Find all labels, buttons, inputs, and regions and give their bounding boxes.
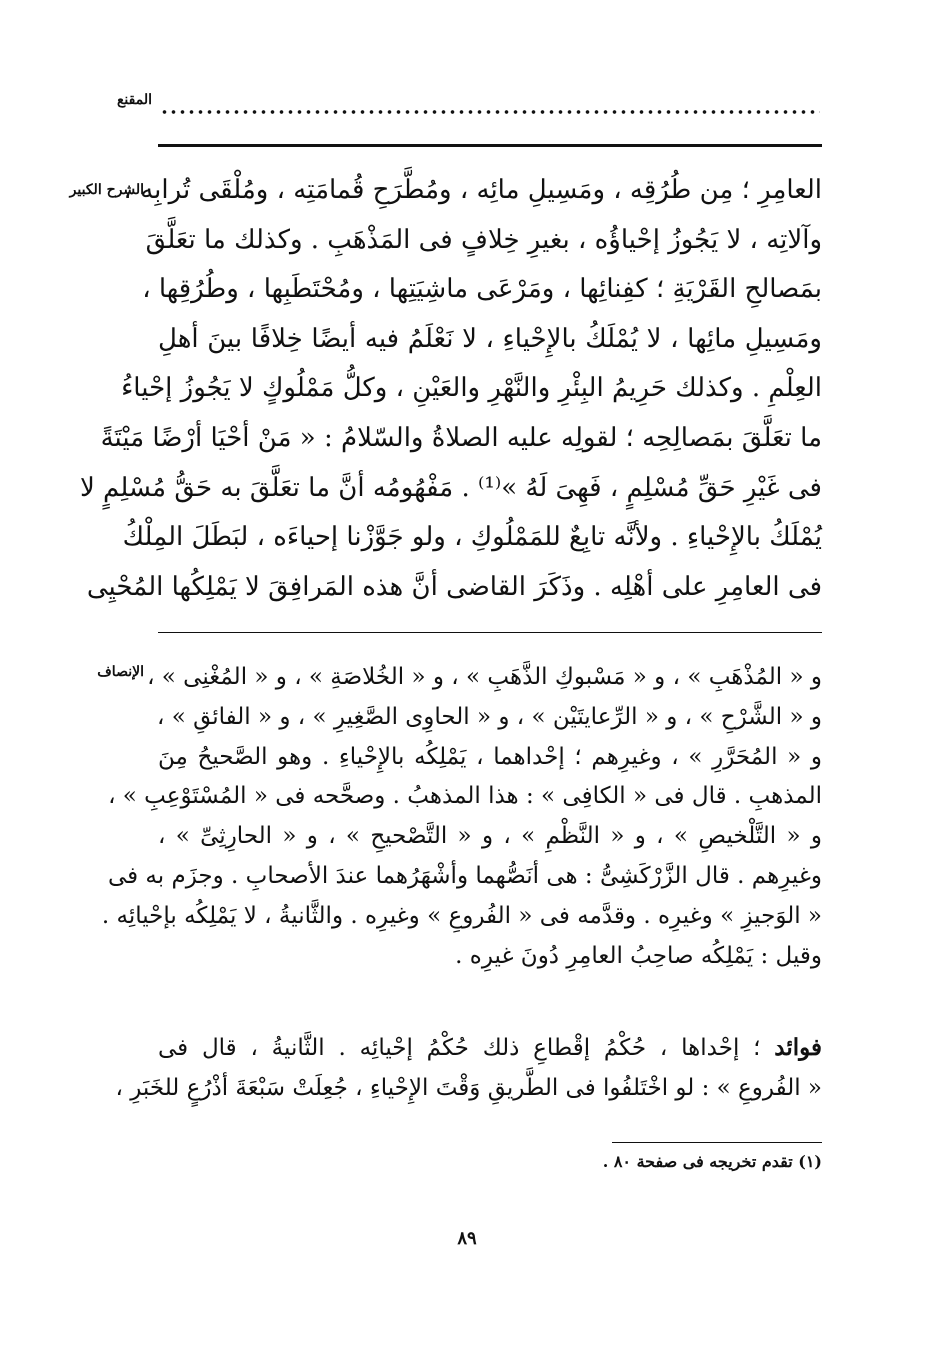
fawaid-title: فوائد <box>774 1034 822 1061</box>
section-divider <box>158 632 822 633</box>
fawaid-line <box>158 1028 822 1068</box>
insaf-line: و « التَّلْخيصِ » ، و « النَّظْمِ » ، و « التَّصْحيحِ » ، و « الحارِثِىِّ » ، <box>158 823 822 850</box>
insaf-line: وقيل : يَمْلِكُه صاحِبُ العامِرِ دُونَ غيرِه . <box>455 942 822 969</box>
section-label-sharh: الشرح الكبير <box>69 182 144 198</box>
header-dotted-leader <box>160 108 820 116</box>
sharh-line: العِلْمِ . وكذلك حَرِيمُ البِئْرِ والنَّهْرِ والعَيْنِ ، وكلُّ مَمْلُوكٍ لا يَجُوزُ إحْياءُ <box>121 373 822 404</box>
sharh-line: وآلاتِه ، لا يَجُوزُ إحْياؤُه ، بغيرِ خِلافٍ فى المَذْهَبِ . وكذلك ما تعَلَّقَ <box>145 224 822 255</box>
sharh-line: فى العامِرِ على أهْلِه . وذَكَرَ القاضى أنَّ هذه المَرافِقَ لا يَمْلِكُها المُحْيِى <box>86 571 822 602</box>
insaf-line: المذهبِ . قال فى « الكافِى » : هذا المذهبُ . وصحَّحه فى « المُسْتَوْعِبِ » ، <box>108 783 822 810</box>
insaf-line: وغيرِهم . قال الزَّرْكَشِىُّ : هى أنَصُّهما وأشْهَرُهما عندَ الأصحابِ . وجزَم به فى <box>107 862 822 889</box>
sharh-line: فى غَيْرِ حَقِّ مُسْلِمٍ ، فَهِىَ لَهُ »⁽¹⁾ . مَفْهُومُه أنَّ ما تعَلَّقَ به حَقُّ مُسْلِمٍ لا <box>79 472 822 503</box>
sharh-line: العامِرِ ؛ مِن طُرُقِه ، ومَسِيلِ مائِه ، ومُطَّرَحِ قُمامَتِه ، ومُلْقَى تُرابِه ، <box>123 175 822 205</box>
footnote: (١) تقدم تخريجه فى صفحة ٨٠ . <box>602 1152 822 1171</box>
sharh-line: ما تعَلَّقَ بمَصالِحِه ؛ لقولِه عليه الصلاةُ والسّلامُ : « مَنْ أحْيَا أرْضًا مَيْتَةً <box>100 422 822 453</box>
insaf-line: و « الشَّرْحِ » ، و « الرِّعايتَيْن » ، و « الحاوِى الصَّغِيرِ » ، و « الفائقِ » ، <box>156 703 822 730</box>
fawaid-line-text: ؛ إحْداها ، حُكْمُ إقْطاعِ ذلك حُكْمُ إحْيائِه . الثَّانيةُ ، قال فى <box>158 1035 761 1061</box>
insaf-line: و « المُحَرَّرِ » ، وغيرِهم ؛ إحْداهما ، يَمْلِكُه بالإِحْياءِ . وهو الصَّحيحُ مِنَ <box>158 743 822 770</box>
header-rule <box>158 144 822 147</box>
running-header-title: المقنع <box>116 92 152 108</box>
sharh-line: ومَسِيلِ مائِها ، لا يُمْلَكُ بالإِحْياءِ ، لا نَعْلَمُ فيه أيضًا خِلافًا بينَ أهلِ <box>158 323 822 354</box>
section-label-insaf: الإنصاف <box>97 664 144 680</box>
page-number: ٨٩ <box>457 1228 477 1249</box>
insaf-line: « الوَجيزِ » وغيرِه . وقدَّمه فى « الفُروعِ » وغيرِه . والثَّانيةُ ، لا يَمْلِكُه بإحْيائِه . <box>101 902 822 929</box>
footnote-rule <box>612 1142 822 1143</box>
fawaid-line: « الفُروعِ » : لو اخْتَلفُوا فى الطَّريقِ وَقْتَ الإِحْياءِ ، جُعِلَتْ سَبْعَةَ أذْرُعٍ للخَبَرِ ، <box>115 1075 822 1101</box>
sharh-line: بمَصالحِ القَرْيَةِ ؛ كفِنائِها ، ومَرْعَى ماشِيَتِها ، ومُحْتَطَبِها ، وطُرُقِها ، <box>142 274 822 305</box>
fawaid-paragraph <box>115 1028 822 1108</box>
sharh-line: يُمْلَكُ بالإِحْياءِ . ولأنَّه تابِعٌ للمَمْلُوكِ ، ولو جَوَّزْنا إحياءَه ، لبَطَلَ المِلْكُ <box>122 522 822 553</box>
insaf-line: و « المُذْهَبِ » ، و « مَسْبوكِ الذَّهَبِ » ، و « الخُلاصَةِ » ، و « المُغْنِى » ، <box>147 664 822 690</box>
